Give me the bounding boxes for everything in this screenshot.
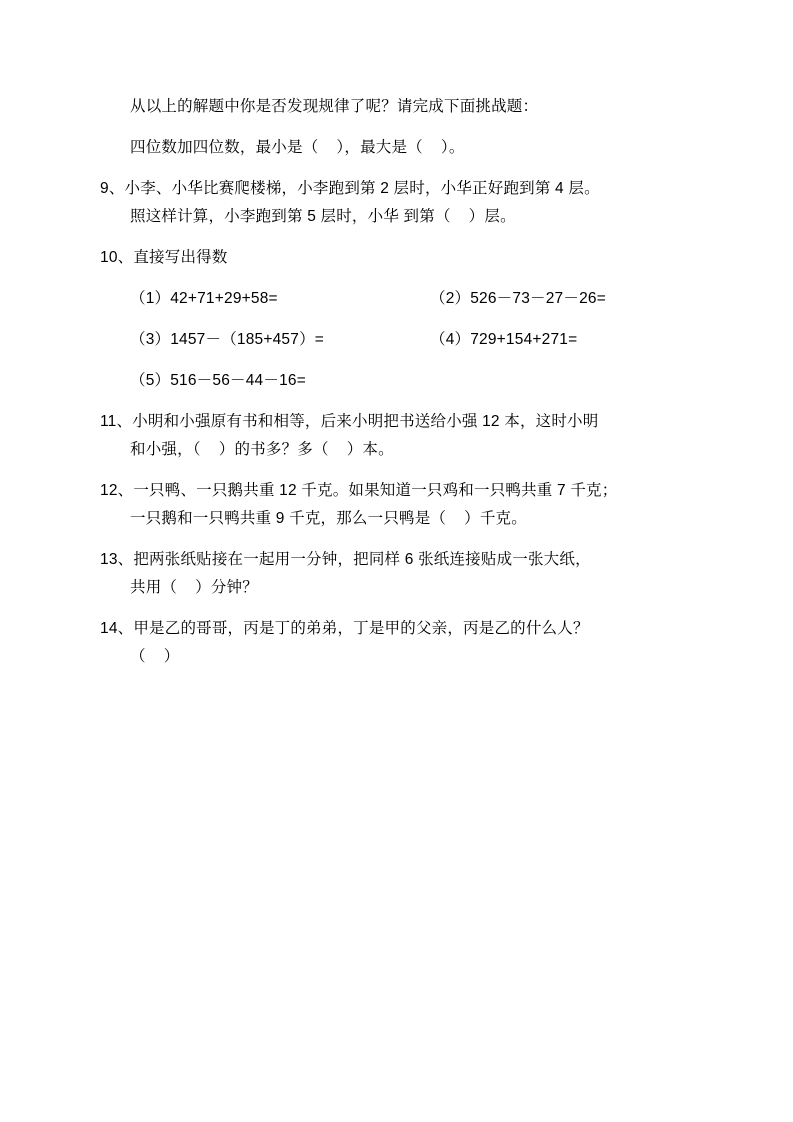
question-11-line-1: 11、小明和小强原有书和相等，后来小明把书送给小强 12 本，这时小明	[100, 413, 599, 431]
question-12-line-2: 一只鹅和一只鸭共重 9 千克，那么一只鸭是（ ）千克。	[130, 510, 527, 528]
question-9-line-1: 9、小李、小华比赛爬楼梯，小李跑到第 2 层时，小华正好跑到第 4 层。	[100, 180, 600, 198]
question-13-line-2: 共用（ ）分钟？	[130, 579, 258, 597]
calc-row	[100, 369, 721, 393]
calc-item: （1）42+71+29+58=	[130, 290, 278, 308]
intro-challenge: 四位数加四位数，最小是（ ），最大是（ ）。	[130, 139, 465, 157]
calc-row	[100, 287, 721, 311]
calc-item: （4）729+154+271=	[430, 331, 578, 349]
question-14-line-1: 14、甲是乙的哥哥，丙是丁的弟弟，丁是甲的父亲，丙是乙的什么人？	[100, 620, 589, 638]
intro-prompt: 从以上的解题中你是否发现规律了呢？请完成下面挑战题：	[130, 98, 539, 115]
calc-item: （3）1457－（185+457）=	[130, 331, 325, 349]
calc-item: （2）526－73－27－26=	[430, 290, 606, 308]
question-9-line-2: 照这样计算，小李跑到第 5 层时，小华 到第（ ）层。	[130, 208, 516, 226]
question-10-title: 10、直接写出得数	[100, 249, 228, 267]
calc-item: （5）516－56－44－16=	[130, 372, 306, 390]
calc-row	[100, 328, 721, 352]
question-11-line-2: 和小强，（ ）的书多？多（ ）本。	[130, 441, 394, 459]
question-13-line-1: 13、把两张纸贴接在一起用一分钟，把同样 6 张纸连接贴成一张大纸，	[100, 551, 591, 569]
question-14-line-2: （ ）	[130, 648, 180, 666]
question-12-line-1: 12、一只鸭、一只鹅共重 12 千克。如果知道一只鸡和一只鸭共重 7 千克；	[100, 482, 618, 500]
